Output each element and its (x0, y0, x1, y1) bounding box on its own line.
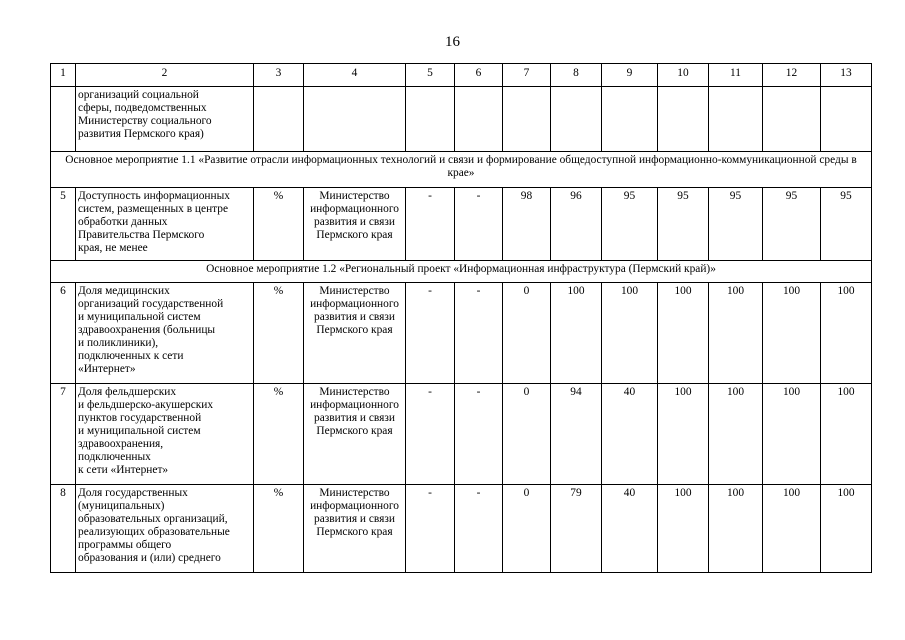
value-cell: 100 (821, 485, 872, 573)
value-cell: 95 (709, 188, 763, 261)
column-header: 10 (658, 64, 709, 87)
unit-cell: % (254, 485, 304, 573)
responsible-cell (304, 283, 406, 384)
value-cell: - (406, 384, 455, 485)
row-number: 5 (51, 188, 76, 261)
value-cell: 0 (503, 283, 551, 384)
value-cell: 100 (763, 283, 821, 384)
value-cell: 100 (602, 283, 658, 384)
indicator-name-cell (76, 87, 254, 152)
indicator-name-cell (76, 485, 254, 573)
value-cell: - (455, 485, 503, 573)
value-cell: 0 (503, 384, 551, 485)
value-cell: 100 (709, 485, 763, 573)
indicator-name-cell (76, 384, 254, 485)
column-header: 11 (709, 64, 763, 87)
column-header: 5 (406, 64, 455, 87)
unit-cell: % (254, 188, 304, 261)
value-cell: 100 (763, 485, 821, 573)
value-cell: - (455, 188, 503, 261)
value-cell: 98 (503, 188, 551, 261)
value-cell: 95 (602, 188, 658, 261)
value-cell: 100 (709, 384, 763, 485)
indicator-table (50, 63, 872, 573)
section-title: Основное мероприятие 1.1 «Развитие отрасли информационных технологий и связи и формирование общедоступной информационно-коммуникационной среды в крае» (51, 152, 872, 188)
indicator-name: Доля фельдшерских и фельдшерско-акушерских пунктов государственной и муниципальной систем здравоохранения, подключенных к сети «Интернет» (78, 386, 214, 476)
value-cell: 0 (503, 485, 551, 573)
column-header: 1 (51, 64, 76, 87)
value-cell: - (406, 188, 455, 261)
value-cell: 100 (763, 384, 821, 485)
indicator-name: Доступность информационных систем, размещенных в центре обработки данных Правительства Пермского края, не менее (78, 190, 230, 254)
column-header: 12 (763, 64, 821, 87)
page-number: 16 (445, 34, 460, 50)
value-cell: - (406, 485, 455, 573)
column-header: 9 (602, 64, 658, 87)
row-number: 6 (51, 283, 76, 384)
responsible-cell (304, 485, 406, 573)
column-header: 8 (551, 64, 602, 87)
column-header: 3 (254, 64, 304, 87)
indicator-name-cell (76, 283, 254, 384)
value-cell: 96 (551, 188, 602, 261)
value-cell: - (455, 283, 503, 384)
row-number-cell (51, 87, 76, 152)
section-row (51, 152, 872, 188)
column-header: 13 (821, 64, 872, 87)
value-cell: 95 (763, 188, 821, 261)
indicator-name-cell (76, 188, 254, 261)
column-header: 7 (503, 64, 551, 87)
value-cell: 40 (602, 384, 658, 485)
column-header: 4 (304, 64, 406, 87)
value-cell: 100 (658, 384, 709, 485)
indicator-name: Доля государственных (муниципальных) образовательных организаций, реализующих образовательные программы общего образования и (или) среднего (78, 487, 230, 564)
responsible-org: Министерство информационного развития и связи Пермского края (310, 285, 399, 336)
value-cell: 40 (602, 485, 658, 573)
responsible-cell (304, 384, 406, 485)
row-number: 7 (51, 384, 76, 485)
indicator-name: Доля медицинских организаций государственной и муниципальной систем здравоохранения (больницы и поликлиники), подключенных к сети «Интернет» (78, 285, 224, 375)
indicator-name: организаций социальной сферы, подведомственных Министерству социального развития Пермского края) (78, 89, 212, 140)
value-cell: 94 (551, 384, 602, 485)
value-cell: 100 (821, 384, 872, 485)
table-row (51, 485, 872, 573)
value-cell: - (455, 384, 503, 485)
value-cell: 100 (658, 283, 709, 384)
responsible-org: Министерство информационного развития и связи Пермского края (310, 386, 399, 437)
section-row (51, 261, 872, 283)
value-cell: 100 (821, 283, 872, 384)
unit-cell: % (254, 283, 304, 384)
table-row (51, 87, 872, 152)
responsible-org: Министерство информационного развития и связи Пермского края (310, 487, 399, 538)
value-cell: - (406, 283, 455, 384)
value-cell: 100 (551, 283, 602, 384)
section-title: Основное мероприятие 1.2 «Региональный проект «Информационная инфраструктура (Пермский край)» (51, 261, 872, 283)
table-row (51, 188, 872, 261)
value-cell: 100 (658, 485, 709, 573)
row-number: 8 (51, 485, 76, 573)
value-cell: 95 (821, 188, 872, 261)
responsible-org: Министерство информационного развития и связи Пермского края (310, 190, 399, 241)
responsible-cell (304, 188, 406, 261)
value-cell: 95 (658, 188, 709, 261)
value-cell: 100 (709, 283, 763, 384)
table-row (51, 283, 872, 384)
unit-cell: % (254, 384, 304, 485)
value-cell: 79 (551, 485, 602, 573)
column-header: 2 (76, 64, 254, 87)
column-header: 6 (455, 64, 503, 87)
header-row (51, 64, 872, 87)
table-row (51, 384, 872, 485)
